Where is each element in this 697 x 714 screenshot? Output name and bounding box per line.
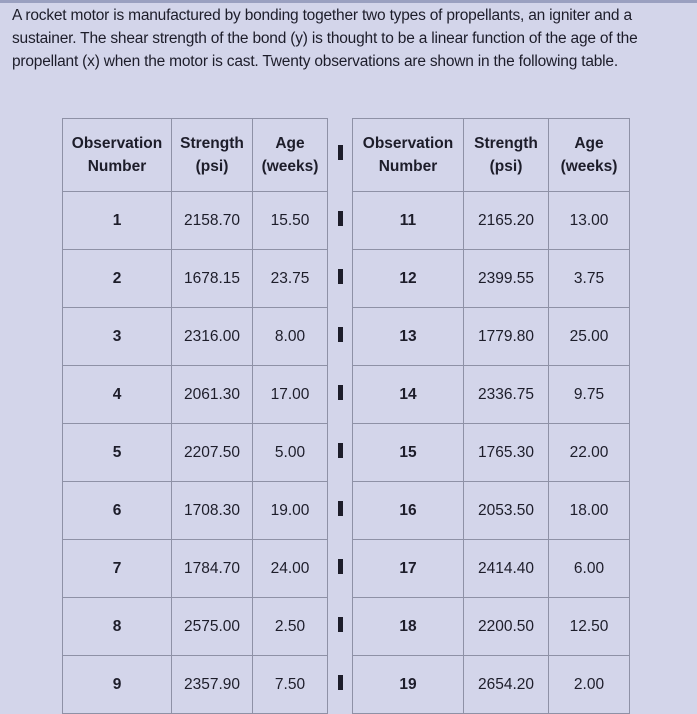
observations-table	[62, 118, 630, 714]
strength-value: 2061.30	[172, 366, 253, 424]
observation-number: 12	[353, 250, 464, 308]
table-row	[63, 656, 630, 714]
observation-number: 7	[63, 540, 172, 598]
column-separator	[328, 482, 353, 540]
age-value: 2.50	[253, 598, 328, 656]
strength-value: 2575.00	[172, 598, 253, 656]
observation-number: 15	[353, 424, 464, 482]
age-value: 3.75	[549, 250, 630, 308]
separator-mark	[338, 327, 343, 342]
column-separator	[328, 119, 353, 192]
strength-value: 2158.70	[172, 192, 253, 250]
table-row	[63, 366, 630, 424]
strength-value: 2336.75	[464, 366, 549, 424]
separator-mark	[338, 559, 343, 574]
strength-value: 2399.55	[464, 250, 549, 308]
observation-number: 11	[353, 192, 464, 250]
observation-number: 16	[353, 482, 464, 540]
age-value: 5.00	[253, 424, 328, 482]
table-row	[63, 192, 630, 250]
column-separator	[328, 366, 353, 424]
column-separator	[328, 598, 353, 656]
header-observation: Observation Number	[63, 119, 172, 192]
header-age-2: Age (weeks)	[549, 119, 630, 192]
age-value: 18.00	[549, 482, 630, 540]
table-row	[63, 482, 630, 540]
observation-number: 8	[63, 598, 172, 656]
header-strength: Strength (psi)	[172, 119, 253, 192]
column-separator	[328, 308, 353, 366]
header-age: Age (weeks)	[253, 119, 328, 192]
strength-value: 2165.20	[464, 192, 549, 250]
observation-number: 2	[63, 250, 172, 308]
age-value: 8.00	[253, 308, 328, 366]
strength-value: 2053.50	[464, 482, 549, 540]
strength-value: 1784.70	[172, 540, 253, 598]
separator-mark	[338, 385, 343, 400]
separator-mark	[338, 211, 343, 226]
age-value: 23.75	[253, 250, 328, 308]
screen-edge	[0, 0, 697, 3]
age-value: 22.00	[549, 424, 630, 482]
column-separator	[328, 424, 353, 482]
separator-mark	[338, 269, 343, 284]
observation-number: 13	[353, 308, 464, 366]
age-value: 19.00	[253, 482, 328, 540]
age-value: 7.50	[253, 656, 328, 714]
observation-number: 5	[63, 424, 172, 482]
table-row	[63, 424, 630, 482]
observation-number: 4	[63, 366, 172, 424]
strength-value: 2207.50	[172, 424, 253, 482]
observation-number: 18	[353, 598, 464, 656]
observation-number: 14	[353, 366, 464, 424]
observation-number: 17	[353, 540, 464, 598]
age-value: 6.00	[549, 540, 630, 598]
strength-value: 1779.80	[464, 308, 549, 366]
observation-number: 1	[63, 192, 172, 250]
separator-mark	[338, 675, 343, 690]
column-separator	[328, 192, 353, 250]
strength-value: 2316.00	[172, 308, 253, 366]
table-row	[63, 308, 630, 366]
table-header-row	[63, 119, 630, 192]
header-strength-2: Strength (psi)	[464, 119, 549, 192]
separator-mark	[338, 443, 343, 458]
age-value: 12.50	[549, 598, 630, 656]
column-separator	[328, 656, 353, 714]
table-row	[63, 250, 630, 308]
age-value: 17.00	[253, 366, 328, 424]
strength-value: 1678.15	[172, 250, 253, 308]
age-value: 13.00	[549, 192, 630, 250]
strength-value: 2654.20	[464, 656, 549, 714]
age-value: 15.50	[253, 192, 328, 250]
strength-value: 2200.50	[464, 598, 549, 656]
strength-value: 1708.30	[172, 482, 253, 540]
table-row	[63, 540, 630, 598]
strength-value: 2357.90	[172, 656, 253, 714]
observation-number: 6	[63, 482, 172, 540]
age-value: 24.00	[253, 540, 328, 598]
age-value: 2.00	[549, 656, 630, 714]
observation-number: 3	[63, 308, 172, 366]
column-separator	[328, 540, 353, 598]
observation-number: 19	[353, 656, 464, 714]
problem-statement: A rocket motor is manufactured by bonding together two types of propellants, an igniter and a sustainer. The shear strength of the bond (y) is thought to be a linear function of the age of the propellant (x) when the motor is cast. Twenty observations are shown in the following table.	[12, 7, 638, 70]
separator-mark	[338, 145, 343, 160]
separator-mark	[338, 617, 343, 632]
column-separator	[328, 250, 353, 308]
header-observation-2: Observation Number	[353, 119, 464, 192]
age-value: 25.00	[549, 308, 630, 366]
strength-value: 1765.30	[464, 424, 549, 482]
separator-mark	[338, 501, 343, 516]
strength-value: 2414.40	[464, 540, 549, 598]
observation-number: 9	[63, 656, 172, 714]
table-row	[63, 598, 630, 656]
age-value: 9.75	[549, 366, 630, 424]
